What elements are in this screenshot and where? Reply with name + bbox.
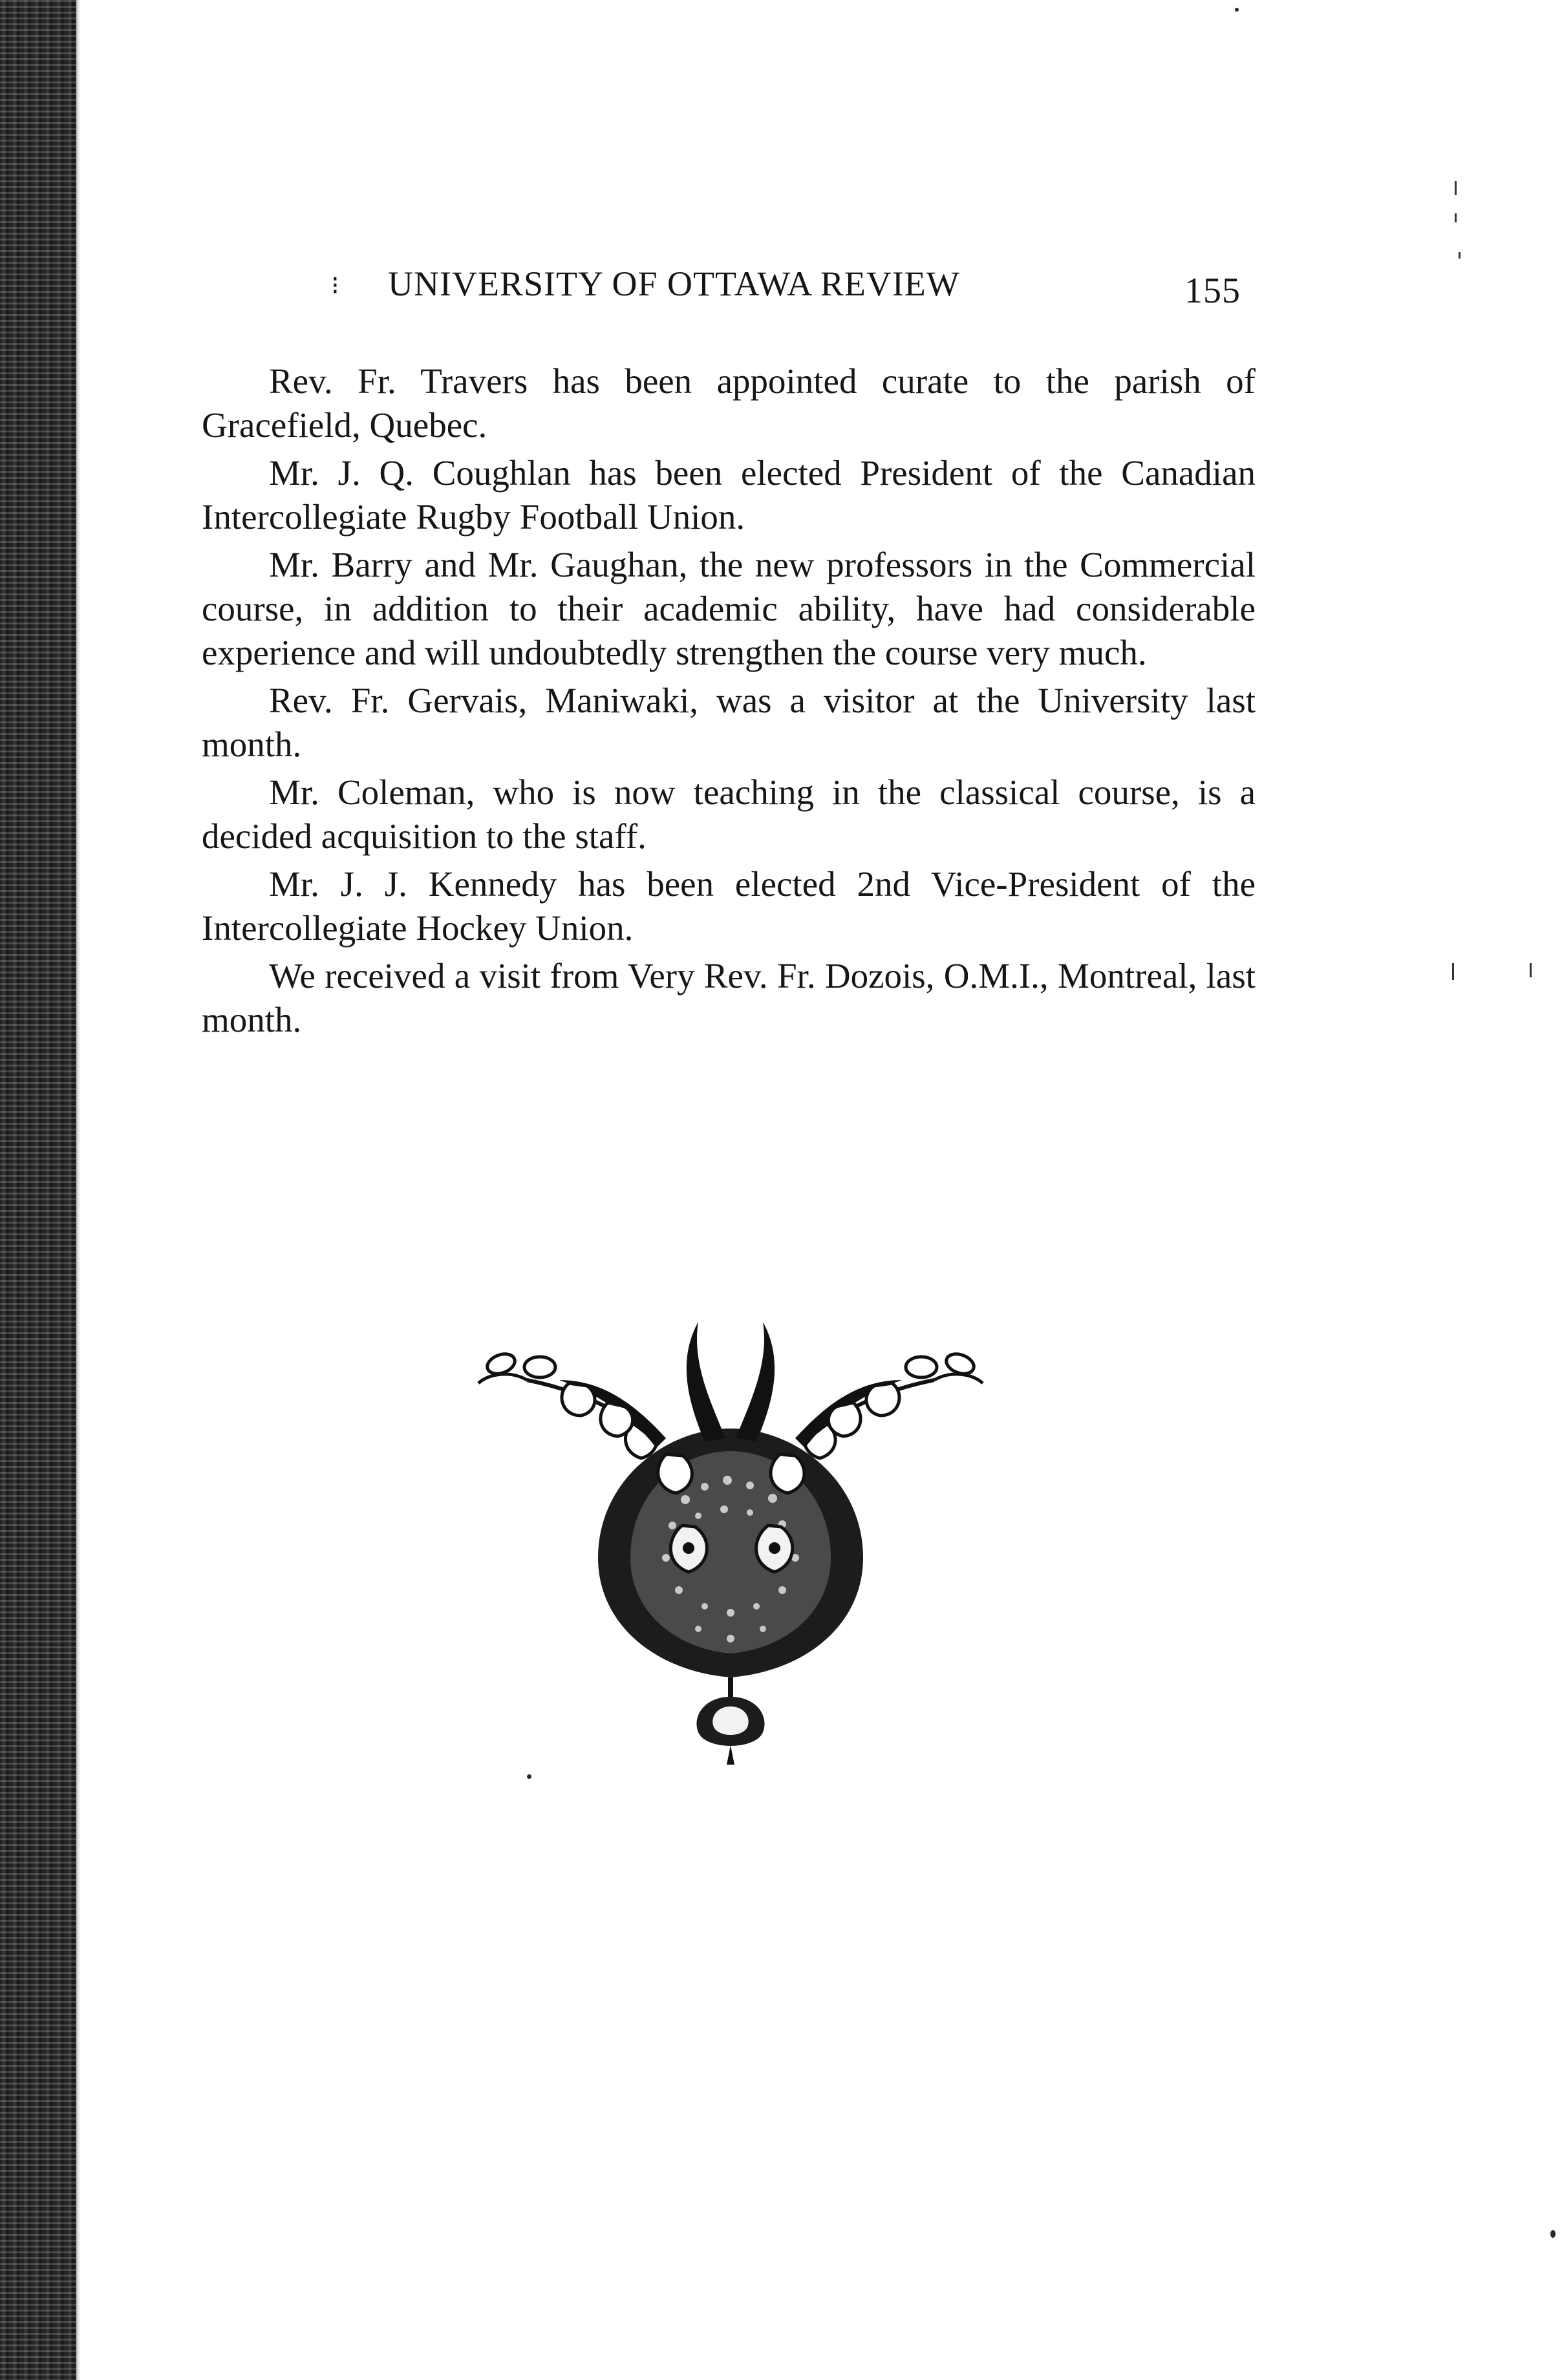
scan-mark (1530, 963, 1532, 977)
scan-speck (1550, 2230, 1556, 2238)
paragraph: Mr. Barry and Mr. Gaughan, the new professors in the Commercial course, in addition to their academic ability, have had considerable experience and will undoubtedly strengthen the course very much. (202, 545, 1256, 672)
running-head-mark: ⁝ (331, 271, 339, 300)
scan-mark (1455, 213, 1457, 222)
paragraph: Mr. Coleman, who is now teaching in the classical course, is a decided acquisition to the staff. (202, 772, 1256, 856)
paragraph: Mr. J. Q. Coughlan has been elected President of the Canadian Intercollegiate Rugby Football Union. (202, 453, 1256, 537)
running-head: UNIVERSITY OF OTTAWA REVIEW (388, 264, 960, 303)
scan-binding-edge (0, 0, 76, 2380)
page-number: 155 (1184, 271, 1241, 311)
floral-tailpiece-icon (472, 1319, 989, 1771)
paragraph: Mr. J. J. Kennedy has been elected 2nd Vice-President of the Intercollegiate Hockey Union. (202, 864, 1256, 948)
paragraph: Rev. Fr. Travers has been appointed curate to the parish of Gracefield, Quebec. (202, 361, 1256, 445)
scan-mark (1459, 252, 1460, 259)
scan-mark (1455, 181, 1457, 195)
paragraph: We received a visit from Very Rev. Fr. Dozois, O.M.I., Montreal, last month. (202, 956, 1256, 1039)
scan-speck (1235, 8, 1239, 12)
scan-mark (1452, 963, 1454, 980)
article-body (202, 359, 1256, 1046)
scan-speck (527, 1774, 531, 1779)
paragraph: Rev. Fr. Gervais, Maniwaki, was a visitor at the University last month. (202, 681, 1256, 764)
